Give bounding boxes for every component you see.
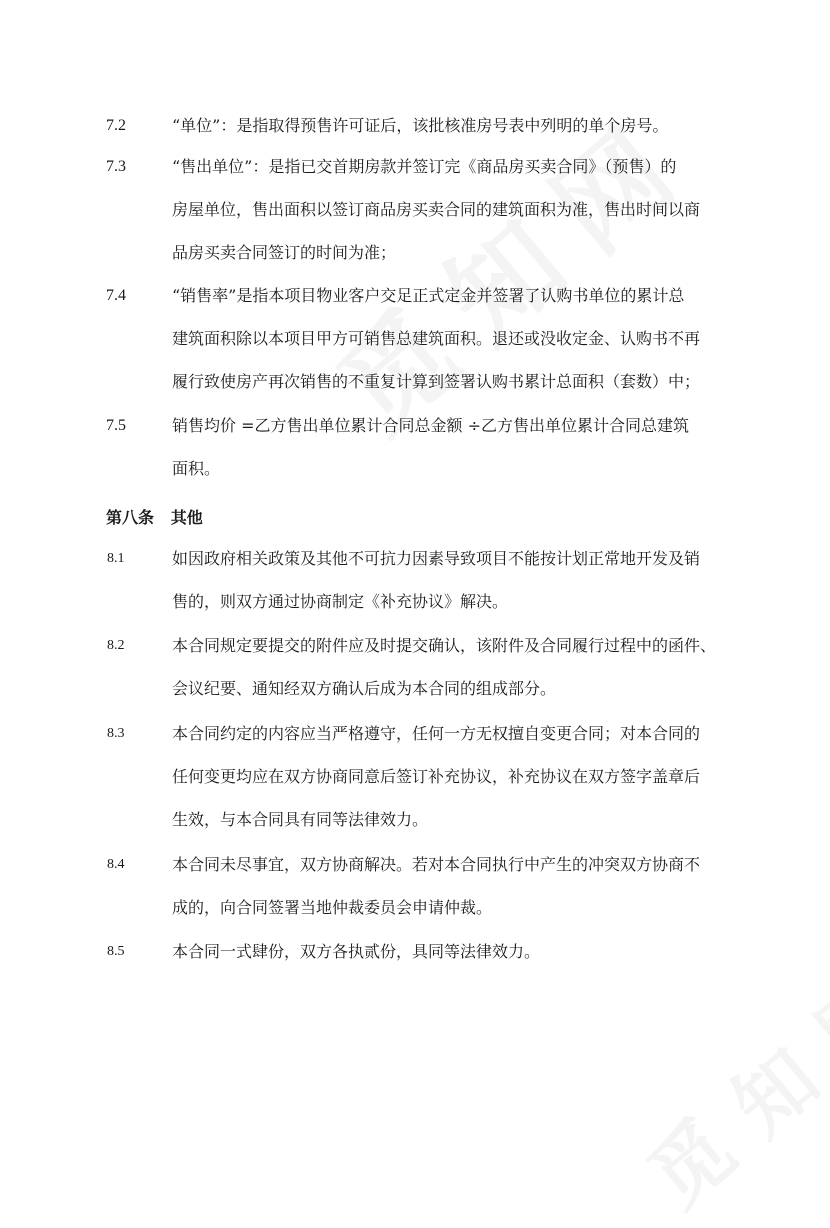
clause-number: 8.4 bbox=[107, 857, 125, 872]
clause-line: 本合同规定要提交的附件应及时提交确认，该附件及合同履行过程中的函件、 bbox=[172, 636, 717, 655]
clause-line: 本合同约定的内容应当严格遵守，任何一方无权擅自变更合同；对本合同的 bbox=[172, 724, 701, 743]
clause-line: 如因政府相关政策及其他不可抗力因素导致项目不能按计划正常地开发及销 bbox=[172, 549, 701, 568]
clause-number: 8.5 bbox=[107, 944, 125, 959]
clause-line: 房屋单位，售出面积以签订商品房买卖合同的建筑面积为准，售出时间以商 bbox=[172, 200, 701, 219]
clause-line: 任何变更均应在双方协商同意后签订补充协议，补充协议在双方签字盖章后 bbox=[172, 767, 701, 786]
clause-line: “销售率”是指本项目物业客户交足正式定金并签署了认购书单位的累计总 bbox=[172, 286, 685, 305]
clause-line: “售出单位”：是指已交首期房款并签订完《商品房买卖合同》（预售）的 bbox=[172, 157, 677, 176]
clause-line: 履行致使房产再次销售的不重复计算到签署认购书累计总面积（套数）中； bbox=[172, 372, 701, 391]
clause-number: 7.2 bbox=[106, 117, 126, 134]
watermark-secondary bbox=[620, 928, 830, 1228]
clause-line: 品房买卖合同签订的时间为准； bbox=[172, 243, 397, 262]
section-heading: 第八条 其他 bbox=[106, 508, 203, 527]
clause-line: 销售均价 =乙方售出单位累计合同总金额 ÷乙方售出单位累计合同总建筑 bbox=[172, 416, 689, 435]
clause-line: 生效，与本合同具有同等法律效力。 bbox=[172, 810, 429, 829]
clause-number: 7.4 bbox=[106, 287, 126, 304]
clause-line: 本合同一式肆份，双方各执贰份，具同等法律效力。 bbox=[172, 942, 541, 961]
clause-line: 本合同未尽事宜，双方协商解决。若对本合同执行中产生的冲突双方协商不 bbox=[172, 855, 701, 874]
clause-number: 7.3 bbox=[106, 158, 126, 175]
clause-line: “单位”：是指取得预售许可证后，该批核准房号表中列明的单个房号。 bbox=[172, 116, 669, 135]
clause-line: 建筑面积除以本项目甲方可销售总建筑面积。退还或没收定金、认购书不再 bbox=[172, 329, 701, 348]
clause-number: 8.1 bbox=[107, 551, 125, 566]
clause-line: 面积。 bbox=[172, 459, 221, 478]
clause-line: 会议纪要、通知经双方确认后成为本合同的组成部分。 bbox=[172, 679, 557, 698]
clause-line: 成的，向合同签署当地仲裁委员会申请仲裁。 bbox=[172, 898, 493, 917]
clause-line: 售的，则双方通过协商制定《补充协议》解决。 bbox=[172, 592, 509, 611]
clause-number: 8.3 bbox=[107, 726, 125, 741]
clause-number: 7.5 bbox=[106, 417, 126, 434]
clause-number: 8.2 bbox=[107, 638, 125, 653]
